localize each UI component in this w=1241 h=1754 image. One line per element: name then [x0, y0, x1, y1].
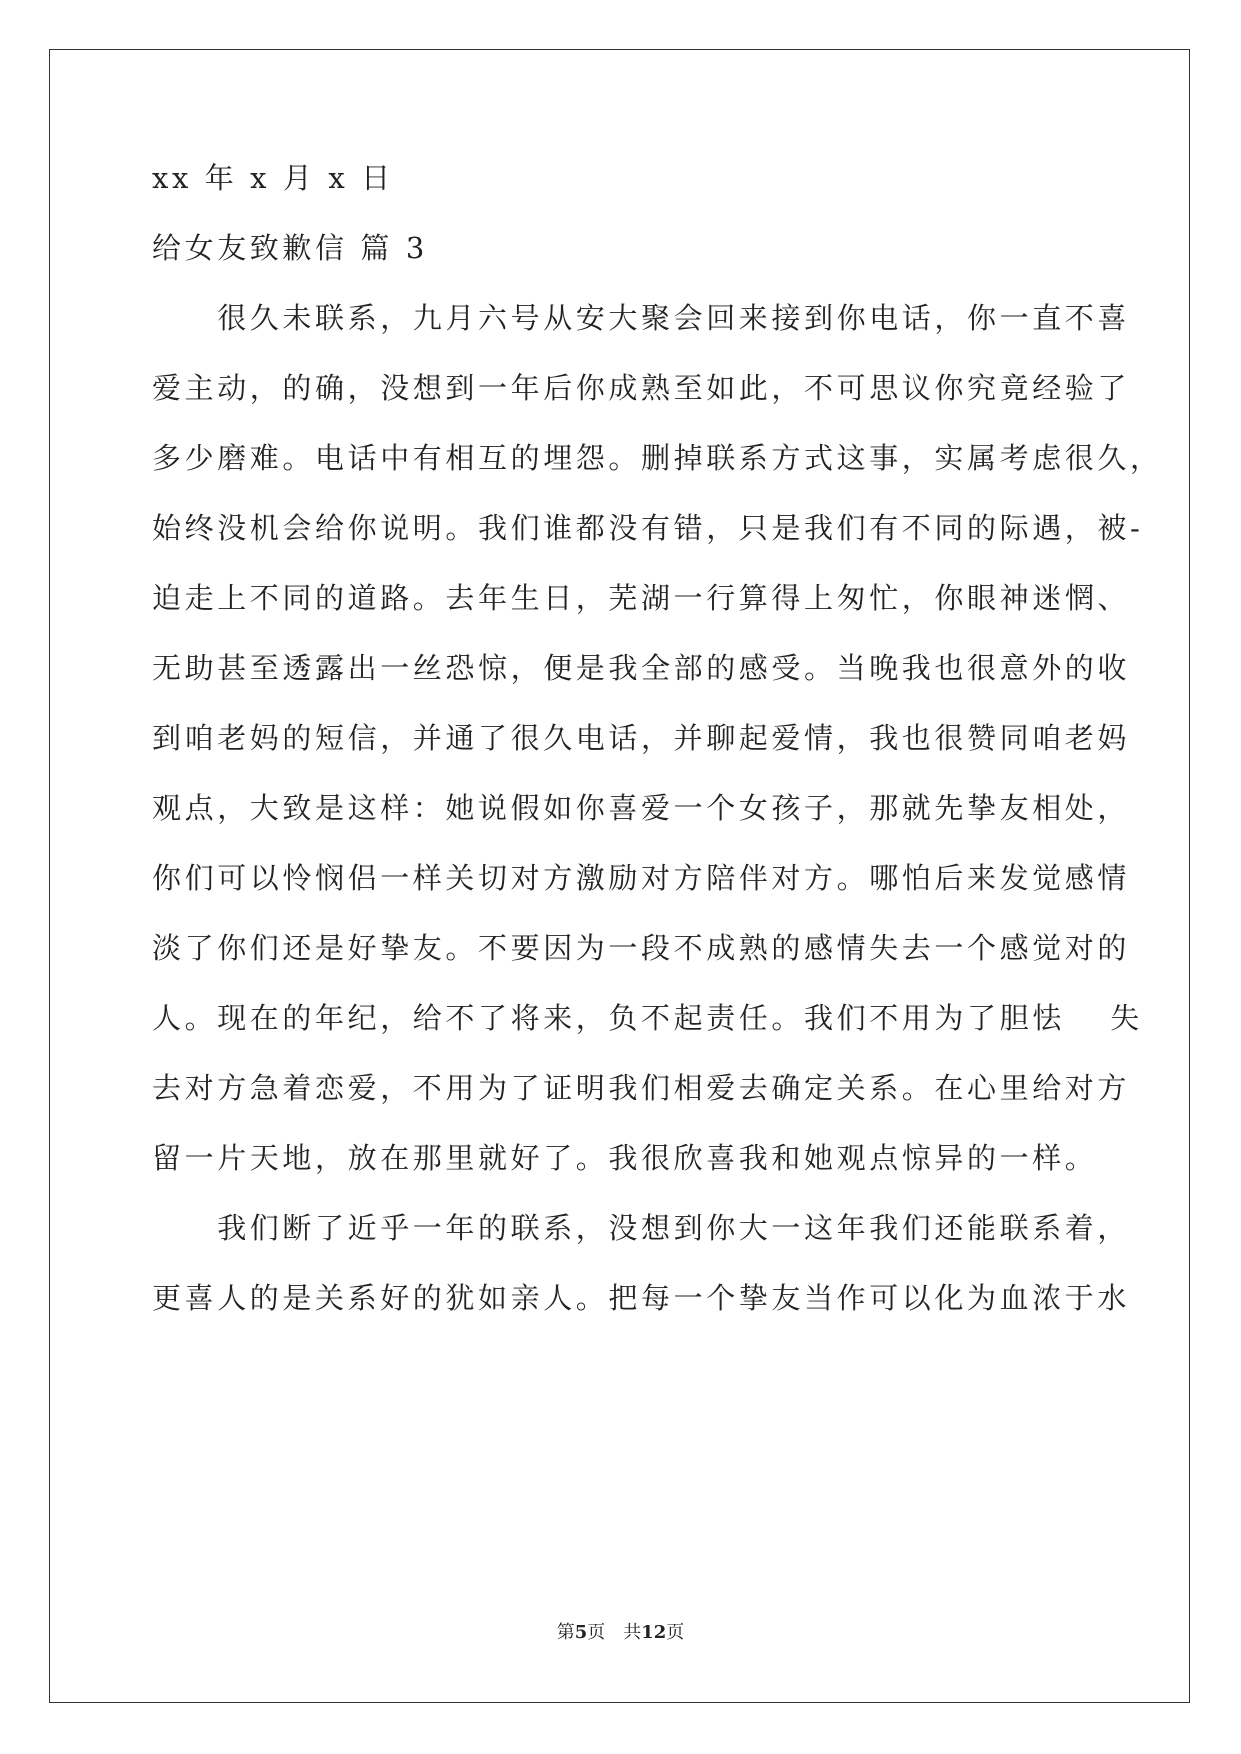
- current-page-number: 5: [574, 1622, 588, 1643]
- footer-prefix: 第: [556, 1622, 575, 1643]
- body-line: 观点，大致是这样：她说假如你喜爱一个女孩子，那就先挚友相处，: [152, 791, 1131, 825]
- body-line: 迫走上不同的道路。去年生日，芜湖一行算得上匆忙，你眼神迷惘、: [152, 581, 1131, 615]
- body-line: 到咱老妈的短信，并通了很久电话，并聊起爱情，我也很赞同咱老妈: [152, 721, 1131, 755]
- footer-middle: 页 共: [587, 1622, 642, 1643]
- body-line: 你们可以怜悯侣一样关切对方激励对方陪伴对方。哪怕后来发觉感情: [152, 861, 1131, 895]
- date-line: xx 年 x 月 x 日: [152, 161, 394, 195]
- body-line: 多少磨难。电话中有相互的埋怨。删掉联系方式这事，实属考虑很久，: [152, 441, 1163, 475]
- page-footer: [0, 1618, 1241, 1644]
- total-pages-number: 12: [641, 1622, 667, 1643]
- body-line: 很久未联系，九月六号从安大聚会回来接到你电话，你一直不喜: [152, 301, 1131, 335]
- body-line: 更喜人的是关系好的犹如亲人。把每一个挚友当作可以化为血浓于水: [152, 1281, 1131, 1315]
- body-line: 去对方急着恋爱，不用为了证明我们相爱去确定关系。在心里给对方: [152, 1071, 1131, 1105]
- body-line: 我们断了近乎一年的联系，没想到你大一这年我们还能联系着，: [152, 1211, 1131, 1245]
- footer-suffix: 页: [666, 1622, 685, 1643]
- body-line: 淡了你们还是好挚友。不要因为一段不成熟的感情失去一个感觉对的: [152, 931, 1131, 965]
- body-line: 人。现在的年纪，给不了将来，负不起责任。我们不用为了胆怯 失: [152, 1001, 1143, 1035]
- body-line: 爱主动，的确，没想到一年后你成熟至如此，不可思议你究竟经验了: [152, 371, 1131, 405]
- body-line: 无助甚至透露出一丝恐惊，便是我全部的感受。当晚我也很意外的收: [152, 651, 1131, 685]
- body-line: 始终没机会给你说明。我们谁都没有错，只是我们有不同的际遇，被-: [152, 511, 1144, 545]
- body-line: 留一片天地，放在那里就好了。我很欣喜我和她观点惊异的一样。: [152, 1141, 1098, 1175]
- section-title: 给女友致歉信 篇 3: [152, 231, 428, 265]
